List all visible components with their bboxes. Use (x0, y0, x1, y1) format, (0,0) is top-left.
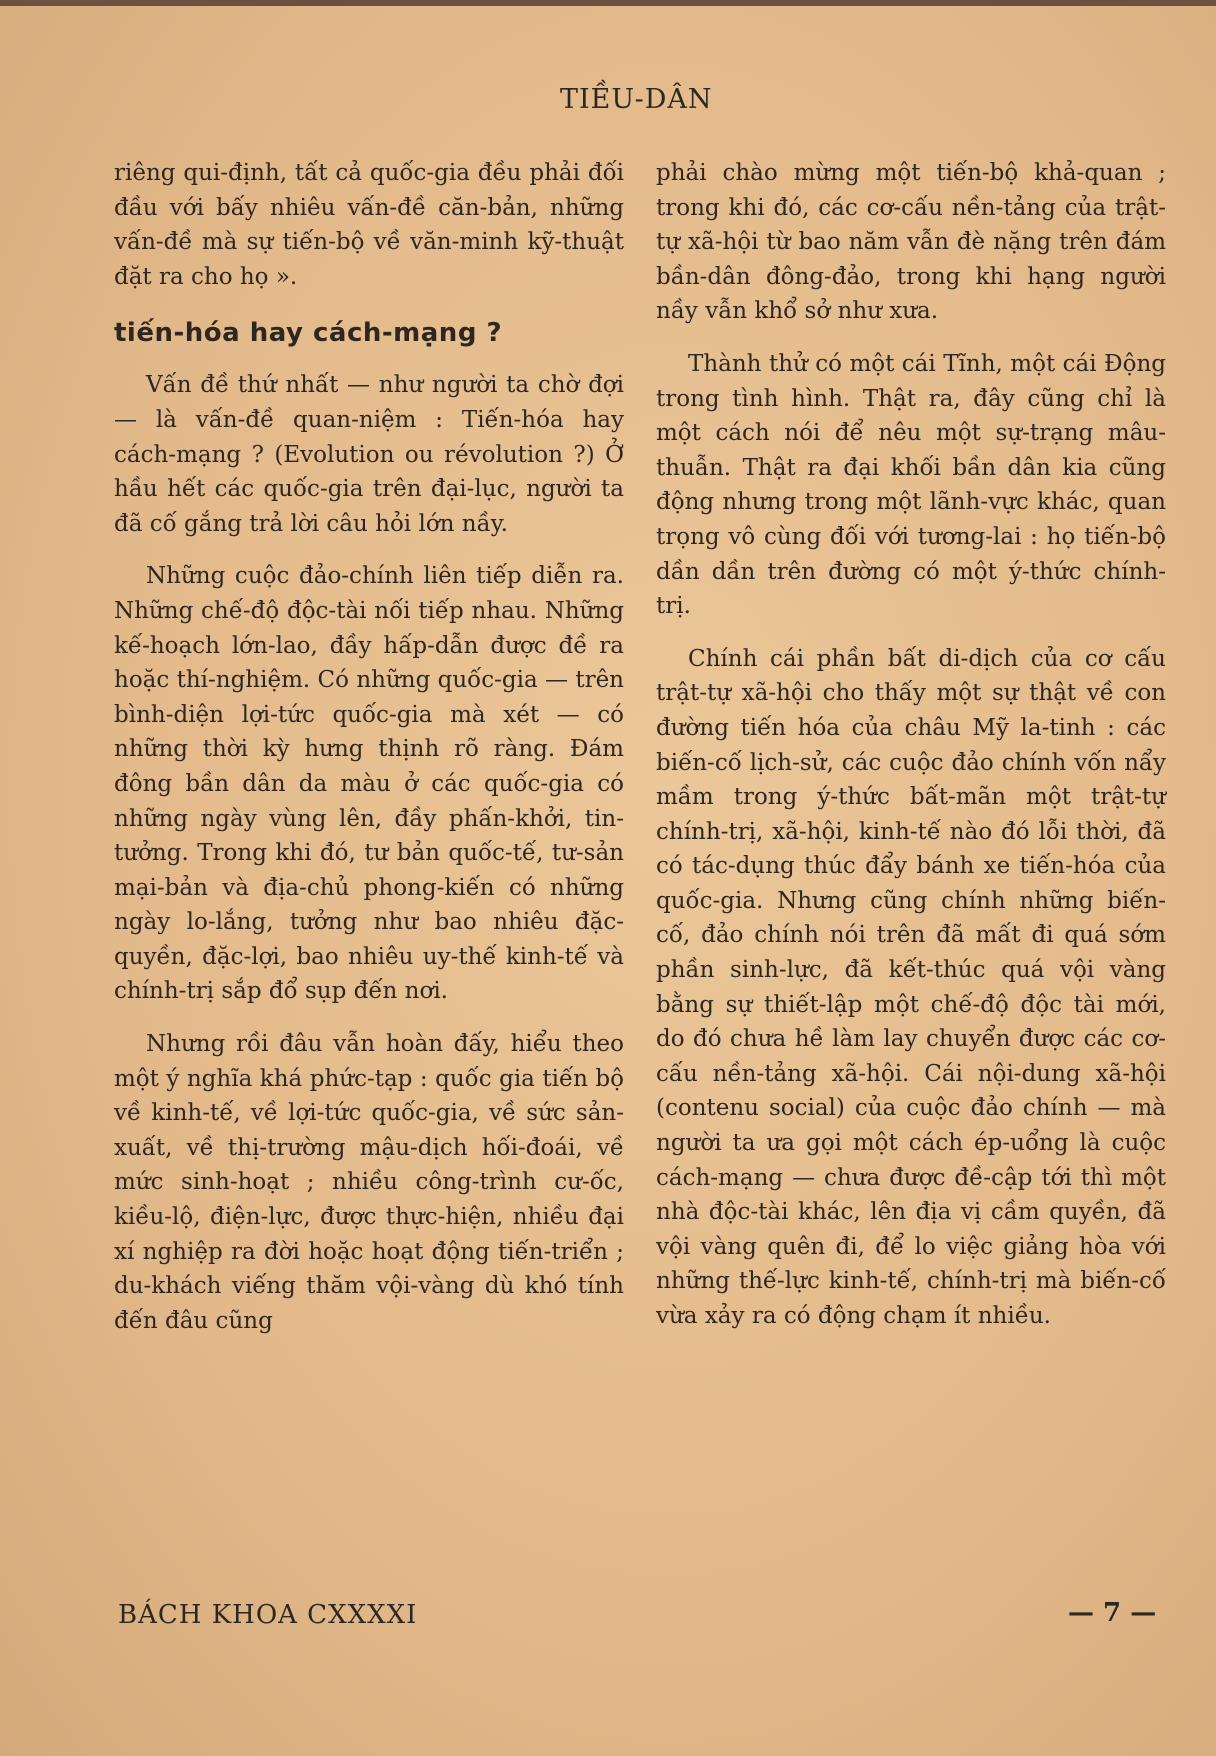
running-title: TIỀU-DÂN (560, 84, 713, 115)
section-heading: tiến-hóa hay cách-mạng ? (114, 318, 503, 349)
left-paragraph-2: Vấn đề thứ nhất — như người ta chờ đợi — là vấn-đề quan-niệm : Tiến-hóa hay cách-mạng ? (Evolution ou révolution ?) Ở hầu hết các quốc-gia trên đại-lục, người ta đã cố gắng trả lời câu hỏi lớn nầy. (114, 372, 624, 537)
publication-footer: BÁCH KHOA CXXXXI (118, 1600, 418, 1630)
right-paragraph-3: Chính cái phần bất di-dịch của cơ cấu trật-tự xã-hội cho thấy một sự thật về con đường tiến hóa của châu Mỹ la-tinh : các biến-cố lịch-sử, các cuộc đảo chính vốn nẩy mầm trong ý-thức bất-mãn một trật-tự chính-trị, xã-hội, kinh-tế nào đó lỗi thời, đã có tác-dụng thúc đẩy bánh xe tiến-hóa của quốc-gia. Nhưng cũng chính những biến-cố, đảo chính nói trên đã mất đi quá sớm phần sinh-lực, đã kết-thúc quá vội vàng bằng sự thiết-lập một chế-độ độc tài mới, do đó chưa hề làm lay chuyển được các cơ-cấu nền-tảng xã-hội. Cái nội-dung xã-hội (contenu social) của cuộc đảo chính — mà người ta ưa gọi một cách ép-uổng là cuộc cách-mạng — chưa được đề-cập tới thì một nhà độc-tài khác, lên địa vị cầm quyền, đã vội vàng quên đi, để lo việc giảng hòa với những thế-lực kinh-tế, chính-trị mà biến-cố vừa xảy ra có động chạm ít nhiều. (656, 645, 1166, 1329)
right-paragraph-1: phải chào mừng một tiến-bộ khả-quan ; trong khi đó, các cơ-cấu nền-tảng của trật-tự xã-hội từ bao năm vẫn đè nặng trên đám bần-dân đông-đảo, trong khi hạng người nầy vẫn khổ sở như xưa. (656, 160, 1166, 325)
left-paragraph-4: Nhưng rồi đâu vẫn hoàn đấy, hiểu theo một ý nghĩa khá phức-tạp : quốc gia tiến bộ về kinh-tế, về lợi-tức quốc-gia, về sức sản-xuất, về thị-trường mậu-dịch hối-đoái, về mức sinh-hoạt ; nhiều công-trình cư-ốc, kiều-lộ, điện-lực, được thực-hiện, nhiều đại xí nghiệp ra đời hoặc hoạt động tiến-triển ; du-khách viếng thăm vội-vàng dù khó tính đến đâu cũng (114, 1031, 624, 1334)
right-paragraph-2: Thành thử có một cái Tĩnh, một cái Động trong tình hình. Thật ra, đây cũng chỉ là một cách nói để nêu một sự-trạng mâu-thuẫn. Thật ra đại khối bần dân kia cũng động nhưng trong một lãnh-vực khác, quan trọng vô cùng đối với tương-lai : họ tiến-bộ dần dần trên đường có một ý-thức chính-trị. (656, 350, 1166, 620)
right-column (656, 156, 1166, 1334)
left-column (114, 156, 624, 1338)
page-number: — 7 — (1068, 1598, 1157, 1628)
left-paragraph-3: Những cuộc đảo-chính liên tiếp diễn ra. Những chế-độ độc-tài nối tiếp nhau. Những kế-hoạch lớn-lao, đầy hấp-dẫn được đề ra hoặc thí-nghiệm. Có những quốc-gia — trên bình-diện lợi-tức quốc-gia mà xét — có những thời kỳ hưng thịnh rõ ràng. Đám đông bần dân da màu ở các quốc-gia có những ngày vùng lên, đầy phấn-khởi, tin-tưởng. Trong khi đó, tư bản quốc-tế, tư-sản mại-bản và địa-chủ phong-kiến có những ngày lo-lắng, tưởng như bao nhiêu đặc-quyền, đặc-lợi, bao nhiêu uy-thế kinh-tế và chính-trị sắp đổ sụp đến nơi. (114, 563, 624, 1005)
left-paragraph-1: riêng qui-định, tất cả quốc-gia đều phải đối đầu với bấy nhiêu vấn-đề căn-bản, những vấn-đề mà sự tiến-bộ về văn-minh kỹ-thuật đặt ra cho họ ». (114, 160, 624, 290)
page-top-edge (0, 0, 1216, 6)
